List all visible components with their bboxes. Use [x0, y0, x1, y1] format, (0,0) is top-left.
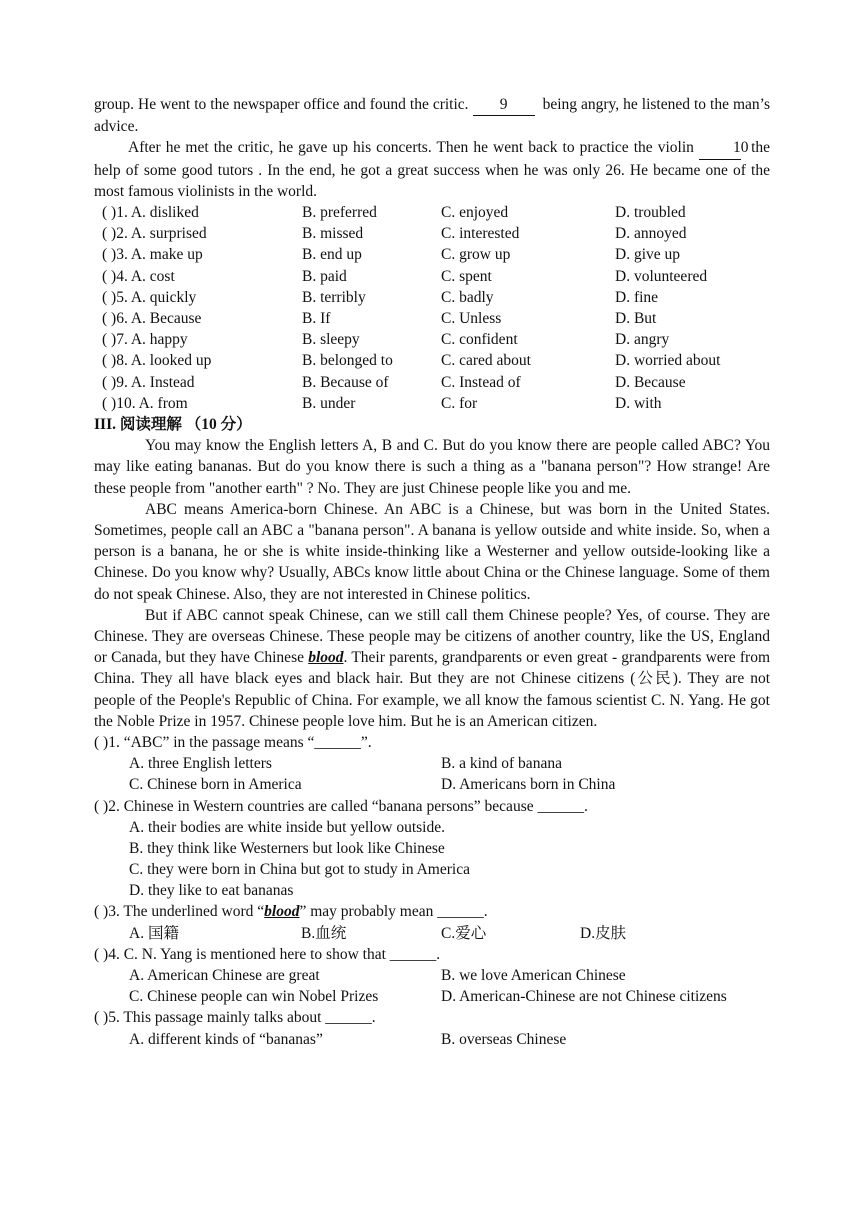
question-3: [94, 901, 770, 943]
option-b: B. If: [302, 309, 331, 327]
option-a: ( )5. A. quickly: [102, 288, 197, 306]
option-c: C. Unless: [441, 309, 502, 327]
cloze-row: [94, 372, 770, 393]
option-d: D. annoyed: [615, 225, 687, 243]
option-d: D. troubled: [615, 204, 686, 222]
options-row: [94, 774, 770, 795]
option-a: ( )6. A. Because: [102, 309, 202, 327]
option-d: D. But: [615, 309, 657, 327]
option-b: B. preferred: [302, 204, 377, 222]
text: . Their parents, grandparents or even great - grandparents were from China. They all have black eyes and black hair. But they are not Chinese citizens (公民). They are not people of the People's Republic of China. For example, we all know the famous scientist C. N. Yang. He got the Noble Prize in 1957. Chinese people love him. But he is an American citizen.: [94, 649, 771, 730]
option-b: B. a kind of banana: [441, 755, 562, 773]
question-stem: ( )1. “ABC” in the passage means “______”.: [94, 733, 372, 751]
options-row: [94, 838, 770, 859]
underlined-word: blood: [264, 903, 300, 921]
option-b: B. terribly: [302, 288, 366, 306]
option-c: C. Chinese people can win Nobel Prizes: [129, 988, 379, 1006]
reading-paragraph-1: You may know the English letters A, B and C. But do you know there are people called ABC? You may like eating bananas. But do you know there is such a thing as a "banana person"? How strange! Are these people from "another earth" ? No. They are just Chinese people like you and me.: [94, 437, 770, 497]
section-title: III. 阅读理解 （10 分）: [94, 415, 252, 433]
text: group. He went to the newspaper office and found the critic.: [94, 96, 469, 113]
option-b: B.血统: [301, 924, 347, 942]
option-d: D. fine: [615, 288, 659, 306]
option-c: C.爱心: [441, 924, 487, 942]
option-d: D.皮肤: [580, 924, 627, 942]
option-d: D. with: [615, 394, 662, 412]
cloze-row: [94, 393, 770, 414]
option-d: D. give up: [615, 246, 681, 264]
option-b: B. missed: [302, 225, 364, 243]
option-b: B. end up: [302, 246, 362, 264]
option-a: A. different kinds of “bananas”: [129, 1030, 323, 1048]
option-c: C. Chinese born in America: [129, 776, 302, 794]
text: being angry, he listened to the man’s advice.: [94, 96, 771, 136]
option-d: D. worried about: [615, 352, 721, 370]
option-c: C. for: [441, 394, 478, 412]
option-c: C. Instead of: [441, 373, 521, 391]
option-a: A. their bodies are white inside but yellow outside.: [129, 818, 445, 836]
option-a: ( )1. A. disliked: [102, 204, 199, 222]
cloze-row: [94, 287, 770, 308]
question-stem: ( )4. C. N. Yang is mentioned here to show that ______.: [94, 945, 441, 963]
cloze-row: [94, 223, 770, 244]
options-row: [94, 817, 770, 838]
cloze-row: [94, 266, 770, 287]
text: After he met the critic, he gave up his concerts. Then he went back to practice the violin: [128, 139, 694, 157]
option-c: C. cared about: [441, 352, 531, 370]
option-d: D. Americans born in China: [441, 776, 616, 794]
option-d: D. volunteered: [615, 267, 708, 285]
option-d: D. American-Chinese are not Chinese citizens: [441, 988, 727, 1006]
option-b: B. they think like Westerners but look like Chinese: [129, 839, 445, 857]
option-c: C. badly: [441, 288, 494, 306]
cloze-paragraph-last: [94, 137, 770, 202]
options-row: [94, 986, 770, 1007]
exam-page: [94, 94, 770, 1050]
question-4: [94, 944, 770, 1008]
option-c: C. grow up: [441, 246, 511, 264]
text: ” may probably mean ______.: [299, 903, 488, 921]
option-a: A. three English letters: [129, 755, 272, 773]
options-row: [94, 859, 770, 880]
option-c: C. confident: [441, 331, 518, 349]
option-b: B. paid: [302, 267, 347, 285]
option-a: ( )9. A. Instead: [102, 373, 195, 391]
options-row: [94, 965, 770, 986]
option-a: A. American Chinese are great: [129, 967, 320, 984]
options-row: [94, 1029, 770, 1050]
options-row: [94, 923, 770, 944]
cloze-row: [94, 329, 770, 350]
cloze-row: [94, 202, 770, 223]
underlined-word: blood: [308, 649, 344, 667]
text: ( )3. The underlined word “: [94, 903, 265, 921]
cloze-row: [94, 350, 770, 371]
reading-paragraph-3: [94, 605, 770, 732]
option-d: D. they like to eat bananas: [129, 882, 294, 900]
cloze-paragraph-end: [94, 94, 770, 137]
option-a: A. 国籍: [129, 924, 179, 942]
option-b: B. under: [302, 394, 356, 412]
option-a: ( )4. A. cost: [102, 267, 175, 285]
option-d: D. Because: [615, 373, 686, 391]
option-d: D. angry: [615, 331, 670, 349]
option-b: B. belonged to: [302, 352, 393, 370]
option-c: C. spent: [441, 267, 492, 285]
option-b: B. we love American Chinese: [441, 967, 626, 984]
question-5: [94, 1007, 770, 1049]
option-b: B. sleepy: [302, 331, 360, 349]
question-2: [94, 796, 770, 902]
text: But if ABC cannot speak Chinese, can we still call them Chinese people? Yes, of course. They are Chinese. They are overseas Chinese. These people may be citizens of another country, like the US, England or Canada, but they have Chinese: [94, 606, 770, 667]
option-a: ( )3. A. make up: [102, 246, 203, 264]
blank-10: 10: [699, 137, 741, 159]
options-row: [94, 880, 770, 901]
option-b: B. overseas Chinese: [441, 1030, 567, 1048]
question-stem: [94, 901, 770, 922]
option-c: C. interested: [441, 225, 520, 243]
cloze-row: [94, 244, 770, 265]
option-a: ( )10. A. from: [102, 394, 188, 412]
cloze-options: [94, 202, 770, 414]
option-a: ( )2. A. surprised: [102, 225, 207, 243]
question-1: [94, 732, 770, 796]
question-stem: ( )2. Chinese in Western countries are called “banana persons” because ______.: [94, 797, 588, 815]
reading-paragraph-2: ABC means America-born Chinese. An ABC is a Chinese, but was born in the United States. Sometimes, people call an ABC a "banana person". A banana is yellow outside and white inside. So, when a person is a banana, he or she is white inside-thinking like a Westerner and yellow outside-looking like a Chinese. Do you know why? Usually, ABCs know little about China or the Chinese language. Some of them do not speak Chinese. Also, they are not interested in Chinese politics.: [94, 500, 770, 603]
option-c: C. enjoyed: [441, 204, 509, 222]
option-a: ( )8. A. looked up: [102, 352, 212, 370]
text: the help of some good tutors . In the end, he got a great success when he was only 26. He became one of the most famous violinists in the world.: [94, 139, 771, 200]
option-a: ( )7. A. happy: [102, 331, 188, 349]
cloze-row: [94, 308, 770, 329]
blank-9: 9: [473, 94, 535, 116]
question-stem: ( )5. This passage mainly talks about ______.: [94, 1009, 376, 1027]
options-row: [94, 753, 770, 774]
option-c: C. they were born in China but got to study in America: [129, 861, 470, 879]
option-b: B. Because of: [302, 373, 389, 391]
